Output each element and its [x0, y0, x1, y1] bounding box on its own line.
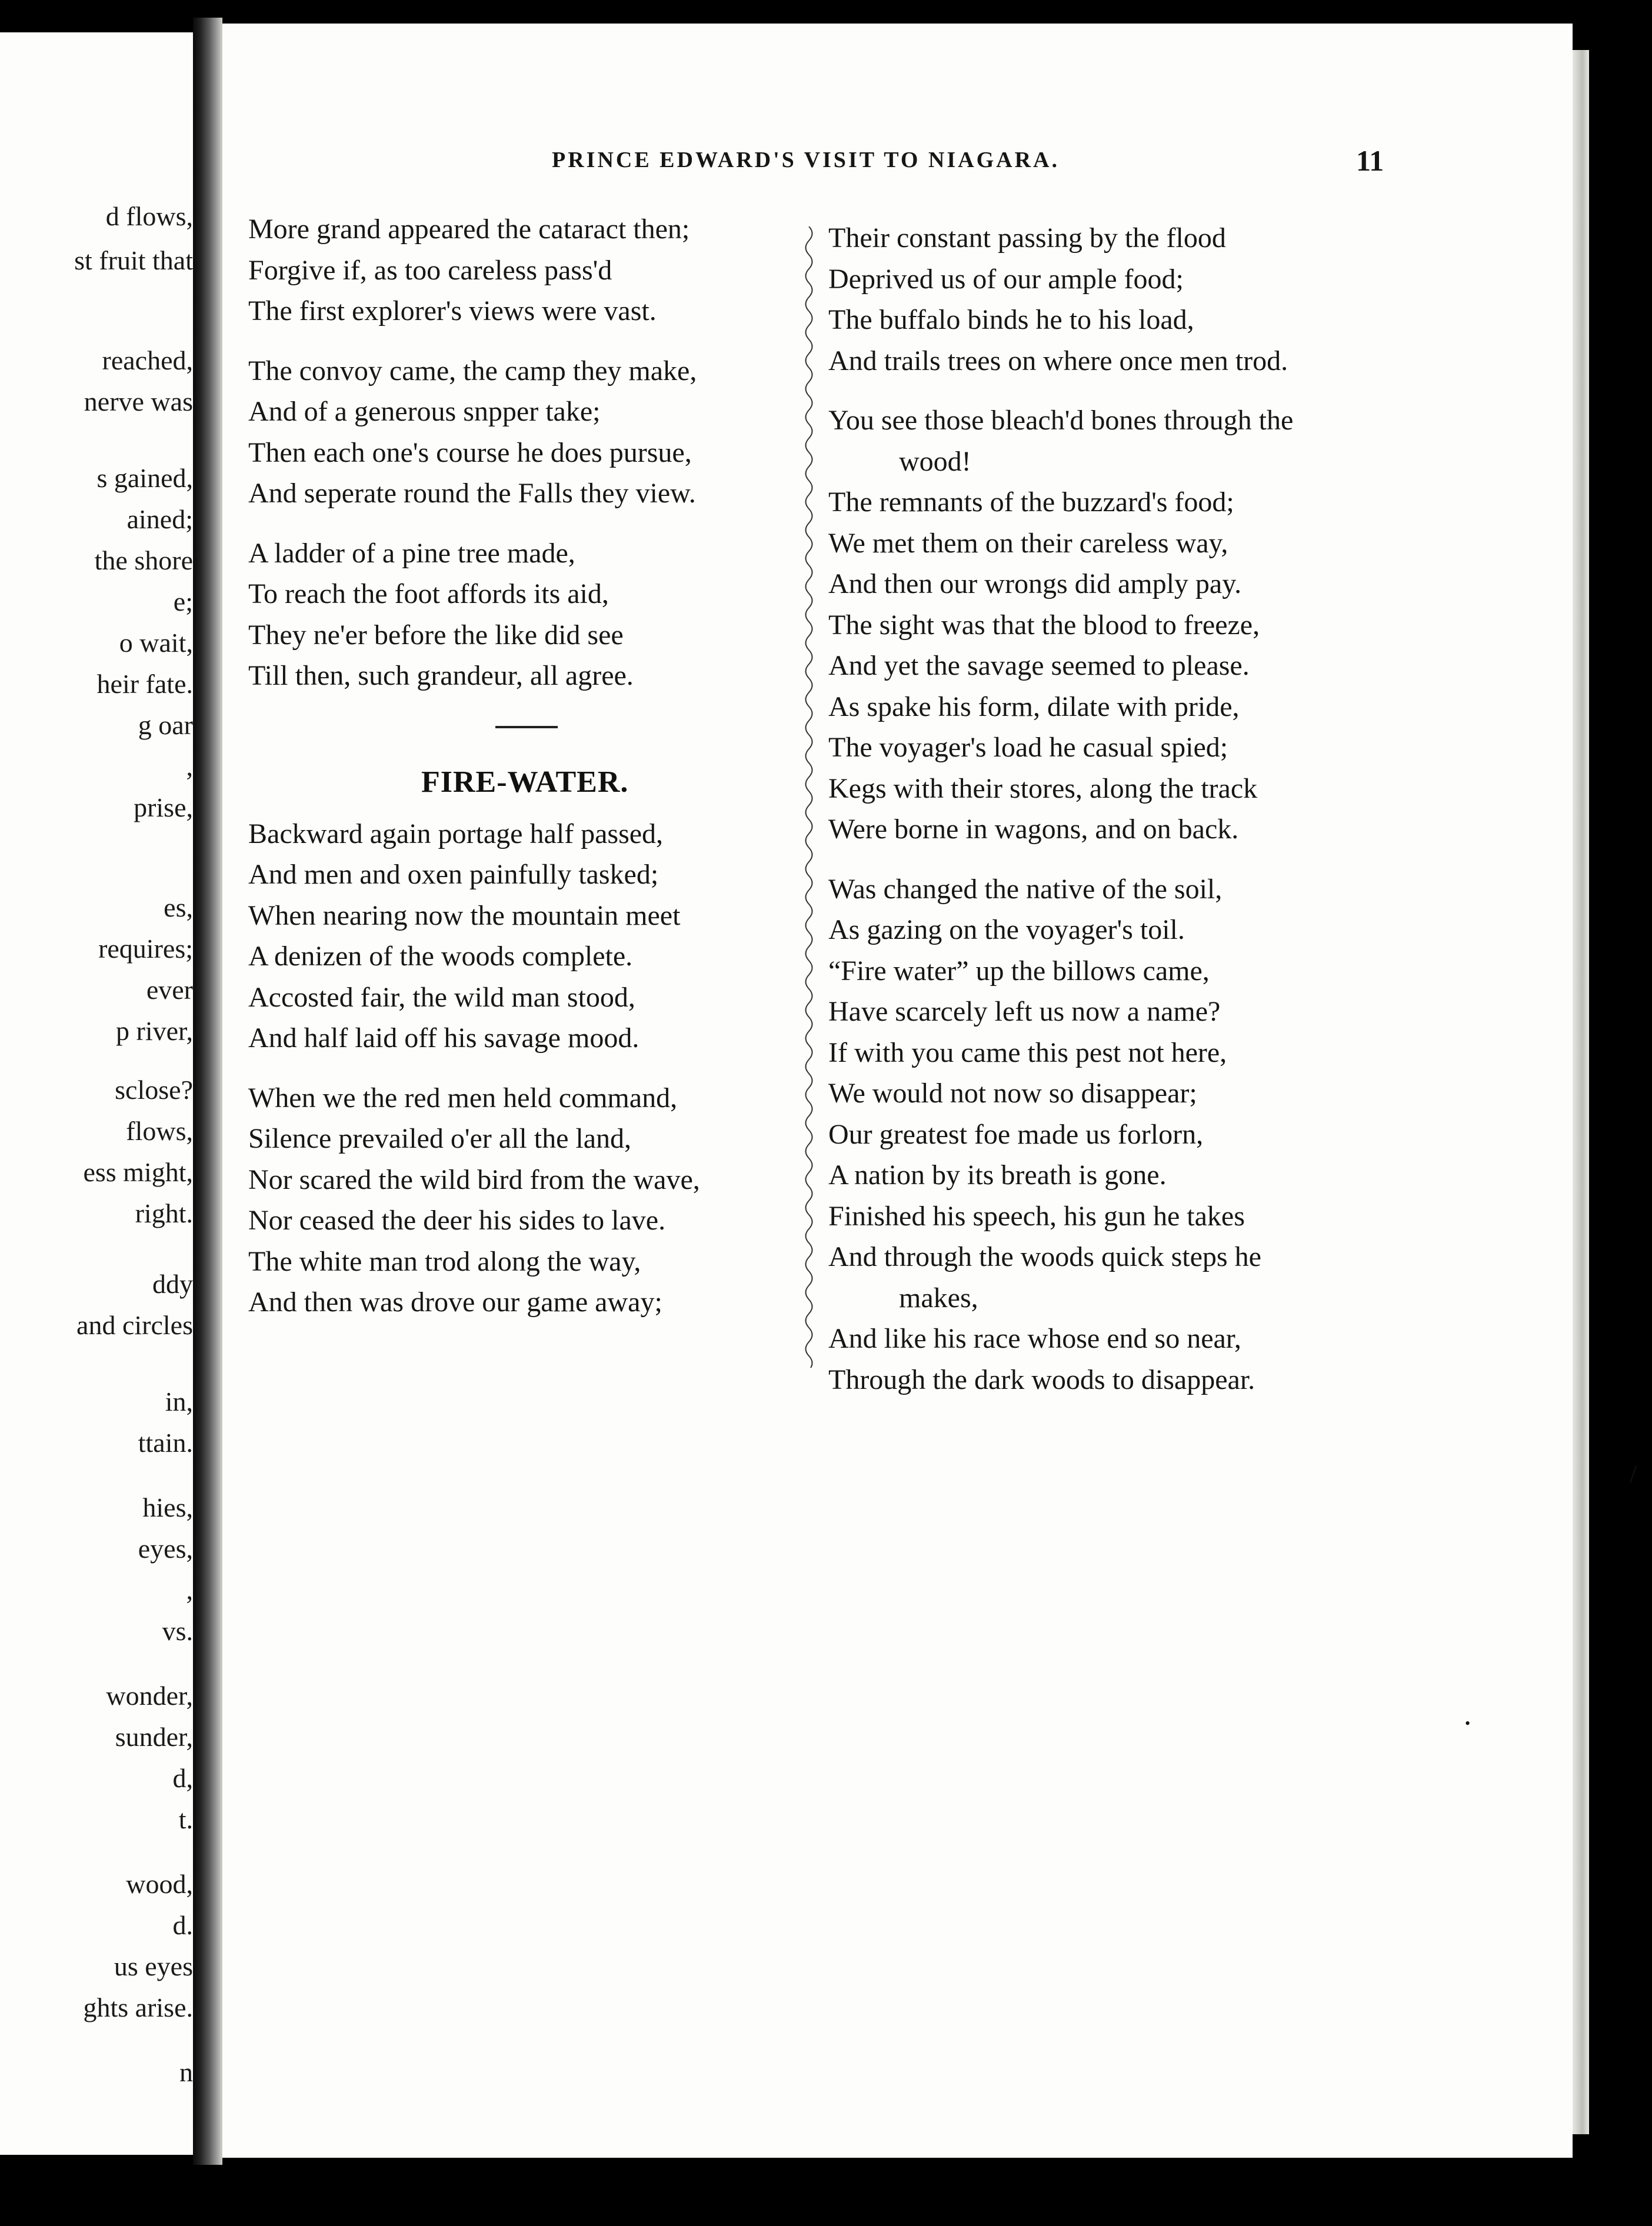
poem-line: The first explorer's views were vast.: [248, 295, 657, 326]
left-page-line: ,: [186, 751, 193, 781]
poem-line: As spake his form, dilate with pride,: [828, 691, 1240, 722]
poem-line: Backward again portage half passed,: [248, 818, 664, 849]
poem-line: Have scarcely left us now a name?: [828, 996, 1221, 1027]
poem-line: Their constant passing by the flood: [828, 222, 1226, 254]
poem-line: And yet the savage seemed to please.: [828, 650, 1250, 681]
poem-line: And of a generous snpper take;: [248, 396, 601, 427]
stanza: [248, 351, 813, 514]
poem-line: makes,: [899, 1282, 978, 1314]
poem-line: Through the dark woods to disappear.: [828, 1364, 1255, 1395]
poem-line: Our greatest foe made us forlorn,: [828, 1118, 1204, 1150]
page-number: 11: [1356, 144, 1384, 177]
left-page-line: ess might,: [83, 1157, 193, 1187]
left-page-line: d flows,: [105, 201, 193, 231]
poem-line: Then each one's course he does pursue,: [248, 436, 692, 468]
left-page-line: in,: [165, 1387, 193, 1417]
left-page-line: ever: [146, 975, 193, 1005]
poem-line: The convoy came, the camp they make,: [248, 355, 697, 386]
left-page-line: wood,: [126, 1869, 193, 1899]
left-page-line: es,: [164, 892, 193, 922]
left-page-fragment: [0, 32, 193, 2155]
poem-line: We would not now so disappear;: [828, 1078, 1197, 1109]
poem-line: To reach the foot affords its aid,: [248, 578, 609, 609]
column-divider: [800, 226, 818, 1368]
poem-line: wood!: [899, 445, 971, 477]
left-page-line: g oar: [138, 710, 193, 740]
left-page-line: nerve was: [84, 386, 193, 416]
left-page-line: d,: [172, 1763, 193, 1793]
stanza: [828, 869, 1417, 1401]
stanza: [248, 209, 813, 332]
left-page-line: vs.: [162, 1616, 193, 1646]
poem-line: You see those bleach'd bones through the: [828, 405, 1294, 436]
poem-line: When we the red men held command,: [248, 1082, 678, 1114]
left-page-line: right.: [135, 1198, 193, 1228]
poem-line: And then was drove our game away;: [248, 1287, 662, 1318]
poem-line: Silence prevailed o'er all the land,: [248, 1123, 632, 1154]
poem-line: And then our wrongs did amply pay.: [828, 568, 1242, 599]
poem-line: And like his race whose end so near,: [828, 1323, 1241, 1354]
section-rule: [495, 726, 558, 728]
left-page-line: e;: [173, 587, 193, 617]
stanza: [828, 218, 1417, 381]
left-page-line: prise,: [134, 792, 193, 822]
poem-line: And men and oxen painfully tasked;: [248, 859, 659, 890]
left-page-line: st fruit that: [74, 245, 193, 275]
margin-mark: /: [1630, 1459, 1637, 1488]
poem-line: “Fire water” up the billows came,: [828, 955, 1210, 987]
poem-line: A denizen of the woods complete.: [248, 941, 633, 972]
book-spine-shadow: [193, 18, 222, 2165]
left-page-line: hies,: [142, 1492, 193, 1522]
poem-line: The buffalo binds he to his load,: [828, 304, 1194, 335]
left-page-line: ,: [186, 1575, 193, 1605]
poem-line: Nor scared the wild bird from the wave,: [248, 1164, 700, 1195]
poem-line: When nearing now the mountain meet: [248, 899, 681, 931]
left-page-line: us eyes: [114, 1951, 193, 1981]
poem-line: We met them on their careless way,: [828, 527, 1228, 559]
stanza: [828, 400, 1417, 850]
left-page-line: heir fate.: [96, 669, 193, 699]
poem-line: And through the woods quick steps he: [828, 1241, 1261, 1272]
stanza-group: [248, 814, 813, 1323]
left-page-line: d.: [172, 1910, 193, 1940]
poem-line: Finished his speech, his gun he takes: [828, 1200, 1245, 1232]
stanza-group: [248, 209, 813, 697]
left-page-line: p river,: [116, 1016, 193, 1046]
left-page-line: ttain.: [138, 1428, 193, 1458]
poem-line: Kegs with their stores, along the track: [828, 772, 1258, 804]
left-page-line: n: [179, 2057, 193, 2087]
poem-line: And seperate round the Falls they view.: [248, 478, 696, 509]
left-page-line: s gained,: [96, 463, 193, 493]
poem-line: Nor ceased the deer his sides to lave.: [248, 1205, 666, 1236]
poem-line: They ne'er before the like did see: [248, 619, 624, 651]
left-page-line: ghts arise.: [83, 1992, 193, 2022]
poem-line: The remnants of the buzzard's food;: [828, 486, 1234, 518]
left-page-line: sunder,: [115, 1722, 193, 1752]
poem-line: The white man trod along the way,: [248, 1245, 641, 1277]
left-page-line: eyes,: [138, 1534, 193, 1564]
poem-line: A ladder of a pine tree made,: [248, 537, 575, 569]
poem-line: And half laid off his savage mood.: [248, 1022, 640, 1054]
poem-line: Forgive if, as too careless pass'd: [248, 254, 612, 286]
poem-column-right: [828, 218, 1417, 1419]
left-page-line: ained;: [126, 504, 193, 534]
margin-dot: •: [1465, 1715, 1471, 1732]
page-edge: [1573, 50, 1589, 2134]
poem-line: Deprived us of our ample food;: [828, 263, 1184, 295]
poem-line: Accosted fair, the wild man stood,: [248, 981, 635, 1013]
poem-column-left: [248, 209, 813, 1342]
stanza: [248, 814, 813, 1059]
poem-line: If with you came this pest not here,: [828, 1037, 1227, 1068]
left-page-line: flows,: [126, 1116, 193, 1146]
poem-line: Till then, such grandeur, all agree.: [248, 660, 634, 691]
poem-line: More grand appeared the cataract then;: [248, 214, 690, 245]
left-page-line: t.: [178, 1804, 193, 1834]
left-page-line: and circles: [76, 1310, 193, 1340]
poem-line: Were borne in wagons, and on back.: [828, 814, 1239, 845]
stanza: [248, 533, 813, 697]
left-page-line: requires;: [98, 934, 193, 964]
section-title: FIRE-WATER.: [421, 765, 629, 799]
poem-line: A nation by its breath is gone.: [828, 1159, 1167, 1191]
poem-line: As gazing on the voyager's toil.: [828, 914, 1185, 945]
left-page-line: sclose?: [115, 1075, 193, 1105]
stanza-group: [828, 218, 1417, 1400]
poem-line: The voyager's load he casual spied;: [828, 732, 1228, 763]
left-page-line: the shore: [94, 545, 193, 575]
poem-line: Was changed the native of the soil,: [828, 873, 1223, 905]
running-title: PRINCE EDWARD'S VISIT TO NIAGARA.: [552, 148, 1060, 172]
poem-line: The sight was that the blood to freeze,: [828, 609, 1260, 641]
poem-line: And trails trees on where once men trod.: [828, 345, 1288, 376]
left-page-line: reached,: [102, 345, 193, 375]
left-page-line: ddy: [152, 1269, 193, 1299]
stanza: [248, 1078, 813, 1323]
left-page-line: wonder,: [106, 1681, 193, 1711]
left-page-line: o wait,: [119, 628, 193, 658]
